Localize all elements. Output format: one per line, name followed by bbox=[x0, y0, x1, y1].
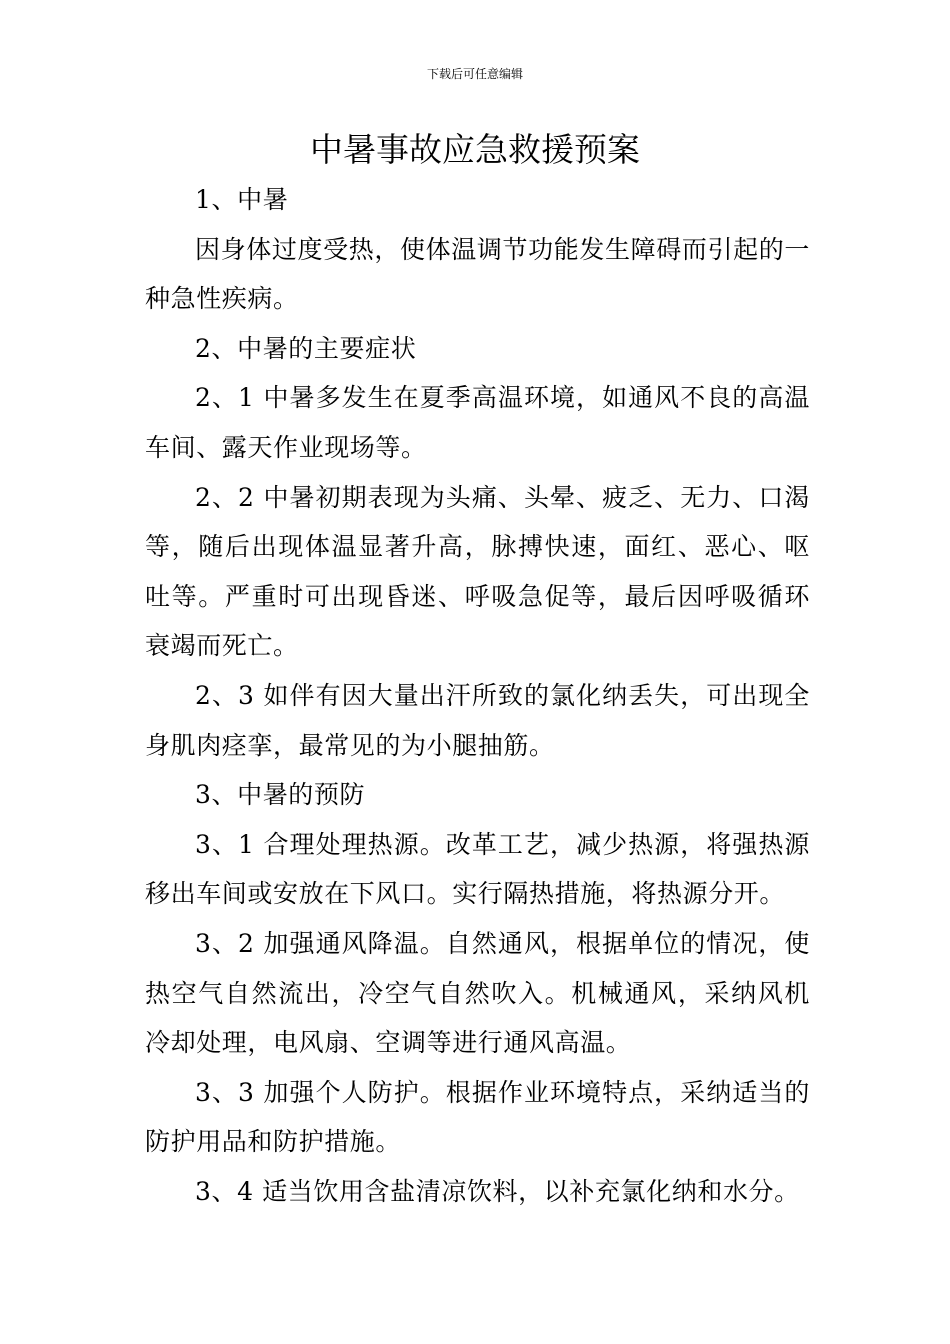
paragraph-symptom-2-1: 2、1 中暑多发生在夏季高温环境，如通风不良的高温车间、露天作业现场等。 bbox=[145, 383, 810, 462]
section-heading-heatstroke: 1、中暑 bbox=[195, 185, 289, 214]
paragraph-prevention-3-1: 3、1 合理处理热源。改革工艺，减少热源，将强热源移出车间或安放在下风口。实行隔热措施，将热源分开。 bbox=[145, 829, 810, 909]
paragraph-prevention-3-3: 3、3 加强个人防护。根据作业环境特点，采纳适当的防护用品和防护措施。 bbox=[145, 1077, 810, 1157]
paragraph-symptom-2-2: 2、2 中暑初期表现为头痛、头晕、疲乏、无力、口渴等，随后出现体温显著升高，脉搏快速，面红、恶心、呕吐等。严重时可出现昏迷、呼吸急促等，最后因呼吸循环衰竭而死亡。 bbox=[145, 482, 810, 661]
section-heading-symptoms: 2、中暑的主要症状 bbox=[195, 333, 417, 363]
paragraph-definition: 因身体过度受热，使体温调节功能发生障碍而引起的一种急性疾病。 bbox=[145, 234, 810, 314]
section-heading-prevention: 3、中暑的预防 bbox=[195, 780, 366, 810]
paragraph-symptom-2-3: 2、3 如伴有因大量出汗所致的氯化纳丢失，可出现全身肌肉痉挛，最常见的为小腿抽筋。 bbox=[145, 680, 810, 760]
header-note: 下载后可任意编辑 bbox=[426, 67, 523, 81]
document-body bbox=[145, 175, 810, 1216]
paragraph-prevention-3-4: 3、4 适当饮用含盐清凉饮料，以补充氯化纳和水分。 bbox=[195, 1176, 800, 1206]
document-title: 中暑事故应急救援预案 bbox=[310, 130, 640, 169]
paragraph-prevention-3-2: 3、2 加强通风降温。自然通风，根据单位的情况，使热空气自然流出，冷空气自然吹入。机械通风，采纳风机冷却处理，电风扇、空调等进行通风高温。 bbox=[145, 928, 810, 1058]
